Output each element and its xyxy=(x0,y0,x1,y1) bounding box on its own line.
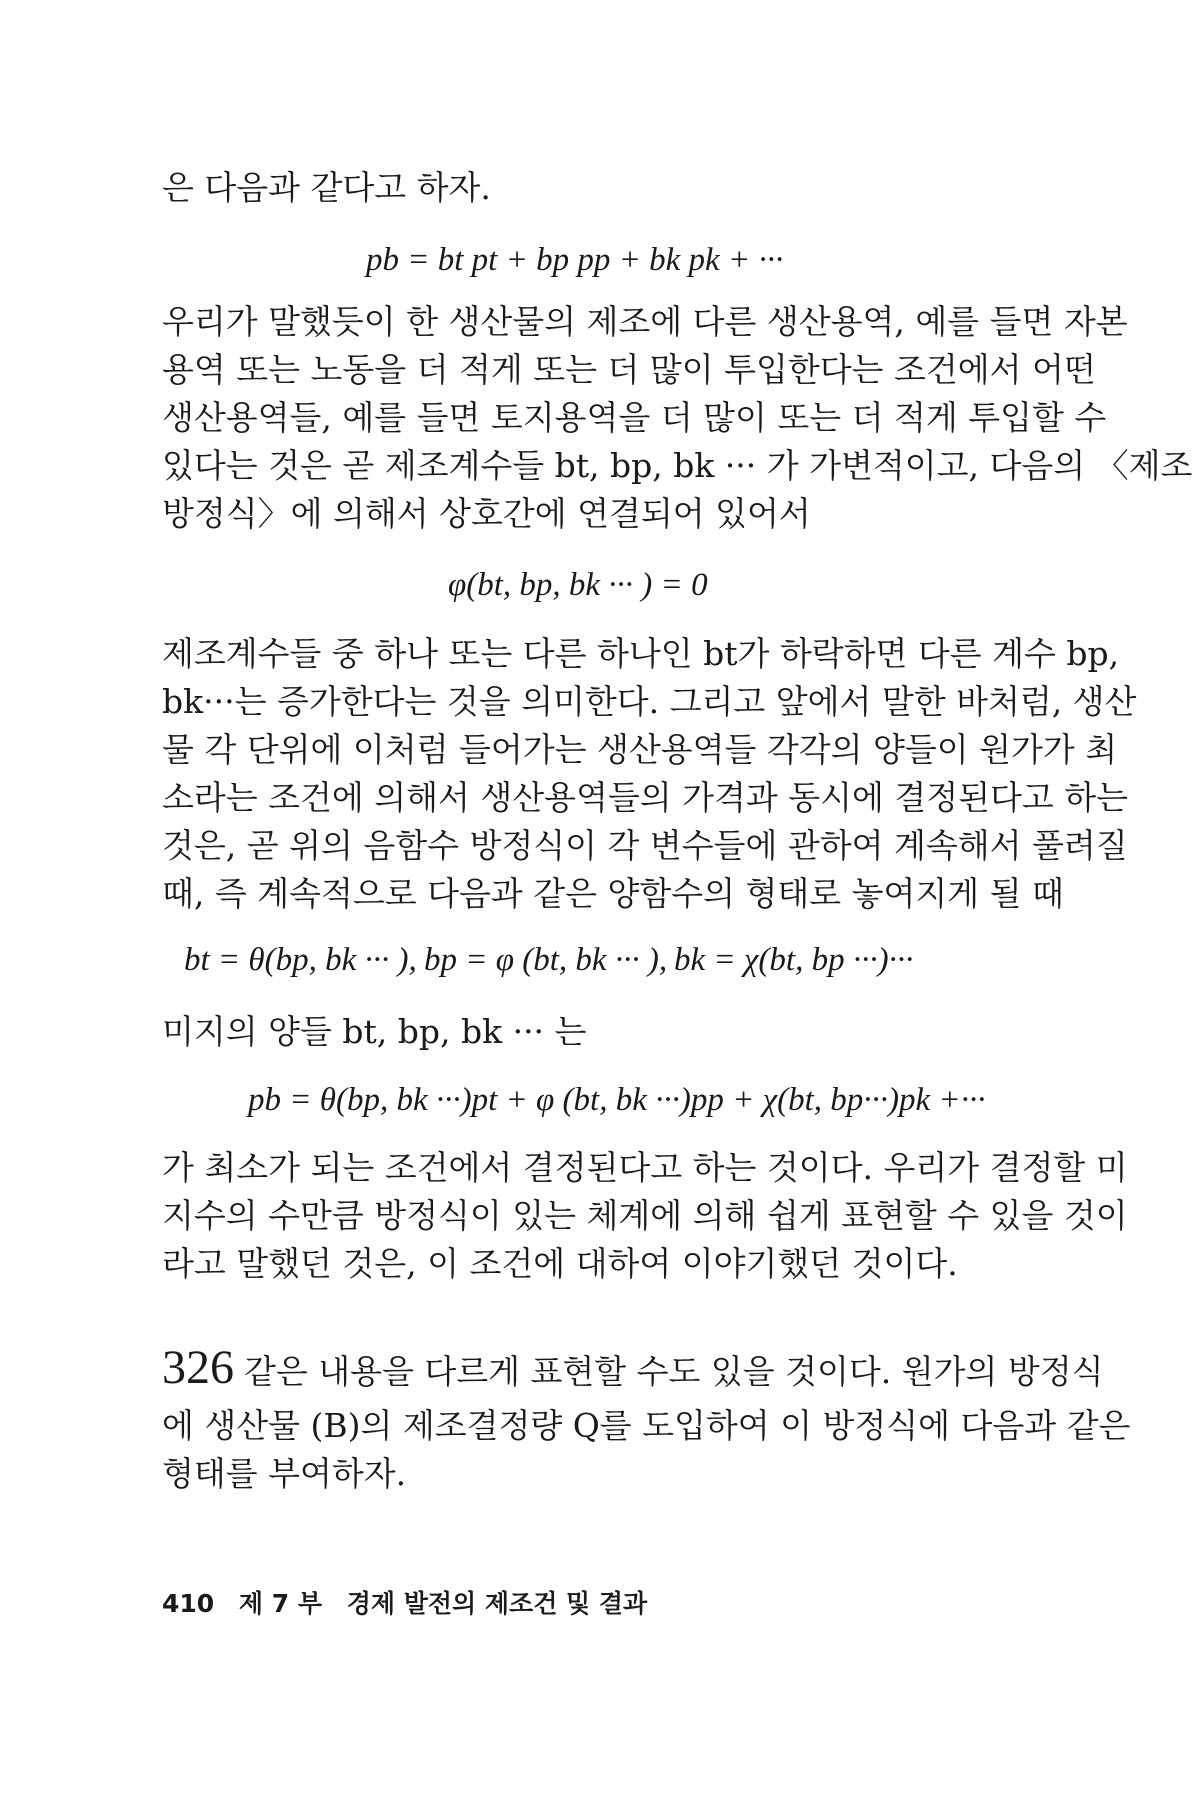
text-line: 있다는 것은 곧 제조계수들 bt, bp, bk ··· 가 가변적이고, 다음의 〈제조 xyxy=(162,446,1193,485)
text-line: 제조계수들 중 하나 또는 다른 하나인 bt가 하락하면 다른 계수 bp, xyxy=(162,634,1120,673)
paragraph-326-text: 같은 내용을 다르게 표현할 수도 있을 것이다. 원가의 방정식 xyxy=(244,1352,1104,1391)
equation-cost: pb = θ(bp, bk ···)pt + φ (bt, bk ···)pp + χ(bt, bp···)pk +··· xyxy=(248,1082,986,1118)
text-line: bk···는 증가한다는 것을 의미한다. 그리고 앞에서 말한 바처럼, 생산 xyxy=(162,682,1137,721)
paragraph-326-first-line xyxy=(162,1341,1104,1398)
text-line: 우리가 말했듯이 한 생산물의 제조에 다른 생산용역, 예를 들면 자본 xyxy=(162,302,1128,341)
text-line: 방정식〉에 의해서 상호간에 연결되어 있어서 xyxy=(162,494,811,533)
text-line: 용역 또는 노동을 더 적게 또는 더 많이 투입한다는 조건에서 어떤 xyxy=(162,350,1096,389)
running-head-title: 경제 발전의 제조건 및 결과 xyxy=(346,1589,648,1618)
text-line: 소라는 조건에 의해서 생산용역들의 가격과 동시에 결정된다고 하는 xyxy=(162,778,1129,817)
text-line: 지수의 수만큼 방정식이 있는 체계에 의해 쉽게 표현할 수 있을 것이 xyxy=(162,1196,1128,1235)
running-head-part: 제 7 부 xyxy=(238,1589,323,1618)
equation-bk: bk = χ(bt, bp ···)··· xyxy=(674,942,914,978)
text-line: 물 각 단위에 이처럼 들어가는 생산용역들 각각의 양들이 원가가 최 xyxy=(162,730,1118,769)
text-line: 형태를 부여하자. xyxy=(162,1454,407,1493)
equation-bp: bp = φ (bt, bk ··· ), xyxy=(424,942,668,978)
equation-bt: bt = θ(bp, bk ··· ), xyxy=(184,942,417,978)
text-line: 에 생산물 (B)의 제조결정량 Q를 도입하여 이 방정식에 다음과 같은 xyxy=(162,1406,1131,1445)
page-footer xyxy=(162,1588,663,1620)
page-number: 410 xyxy=(162,1589,215,1618)
equation-production: φ(bt, bp, bk ··· ) = 0 xyxy=(448,567,708,603)
equation-row-explicit xyxy=(162,940,1054,980)
text-line: 라고 말했던 것은, 이 조건에 대하여 이야기했던 것이다. xyxy=(162,1244,958,1283)
text-line: 때, 즉 계속적으로 다음과 같은 양함수의 형태로 놓여지게 될 때 xyxy=(162,874,1064,913)
text-line: 미지의 양들 bt, bp, bk ··· 는 xyxy=(162,1012,587,1051)
paragraph-number: 326 xyxy=(162,1341,234,1394)
equation-price: pb = bt pt + bp pp + bk pk + ··· xyxy=(366,242,784,278)
text-line: 은 다음과 같다고 하자. xyxy=(162,168,491,207)
text-line: 것은, 곧 위의 음함수 방정식이 각 변수들에 관하여 계속해서 풀려질 xyxy=(162,826,1128,865)
text-line: 가 최소가 되는 조건에서 결정된다고 하는 것이다. 우리가 결정할 미 xyxy=(162,1148,1128,1187)
text-line: 생산용역들, 예를 들면 토지용역을 더 많이 또는 더 적게 투입할 수 xyxy=(162,398,1107,437)
